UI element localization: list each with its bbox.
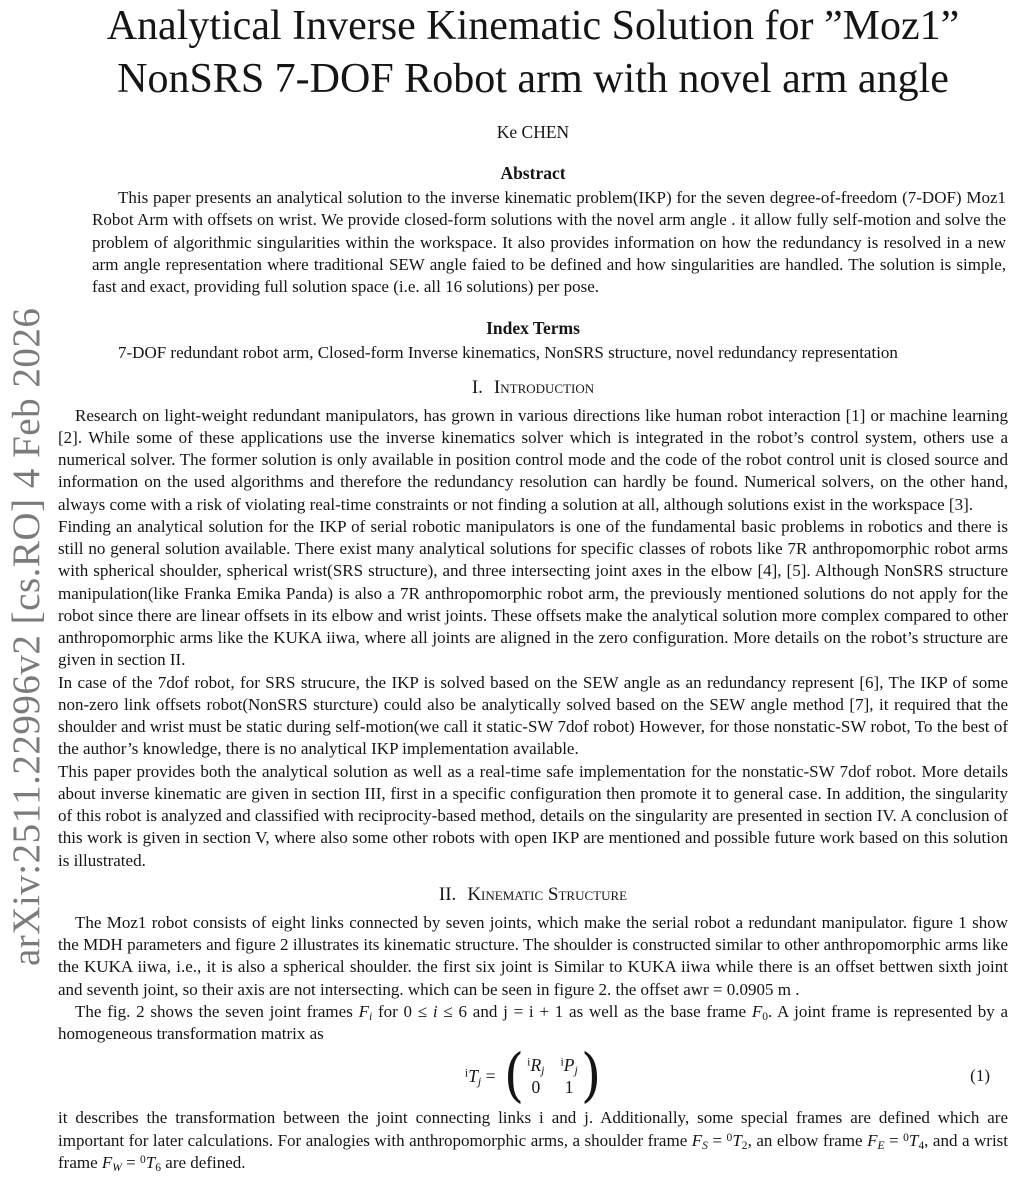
section-1-title: Introduction [493, 376, 595, 398]
index-terms-text: 7-DOF redundant robot arm, Closed-form Inverse kinematics, NonSRS structure, novel redundancy representation [118, 343, 898, 363]
paper-title-line2: NonSRS 7-DOF Robot arm with novel arm angle [117, 56, 949, 102]
kinematic-paragraph-1: The Moz1 robot consists of eight links connected by seven joints, which make the serial robot a redundant manipulator. figure 1 show the MDH parameters and figure 2 illustrates its kinematic structure. The shoulder is constructed similar to other anthropomorphic arms like the KUKA iiwa, i.e., it is also a spherical shoulder. the first six joint is Similar to KUKA iiwa while there is an offset bettwen sixth joint and seventh joint, so their axis are not intersecting. which can be seen in figure 2. the offset awr = 0.0905 m . [58, 912, 1008, 999]
open-paren: ( [503, 1042, 525, 1110]
equation-1 [58, 1042, 1008, 1110]
paper-title-line1: Analytical Inverse Kinematic Solution for ”Moz1” [106, 3, 960, 49]
intro-paragraph-2: Finding an analytical solution for the IKP of serial robotic manipulators is one of the fundamental basic problems in robotics and there is still no general solution available. There exist many analytical solutions for specific classes of robots like 7R anthropomorphic robot arms with spherical shoulder, spherical wrist(SRS structure), and three intersecting joint axes in the elbow [4], [5]. Although NonSRS structure manipulation(like Franka Emika Panda) is also a 7R anthropomorphic robot arm, the previously mentioned solutions do not apply for the robot since there are linear offsets in its elbow and wrist joints. These offsets make the analytical solution more complex compared to other anthropomorphic arms like the KUKA iiwa, where all joints are aligned in the zero configuration. More details on the robot’s structure are given in section II. [58, 516, 1008, 670]
section-2-heading [58, 883, 1008, 907]
section-1-heading [58, 376, 1008, 400]
equation-1-lhs: $^iT_j$ = [464, 1065, 500, 1088]
matrix-cell-11: 1 [564, 1076, 574, 1097]
abstract-block [92, 187, 1006, 298]
index-terms-heading: Index Terms [486, 318, 580, 339]
intro-paragraph-4: This paper provides both the analytical solution as well as a real-time safe implementation for the nonstatic-SW 7dof robot. More details about inverse kinematic are given in section III, first in a specific configuration then promote it to general case. In addition, the singularity of this robot is analyzed and classified with reciprocity-based method, details on the singularity are presented in section IV. A conclusion of this work is given in section V, where also some other robots with open IKP are mentioned and possible future work based on this solution is illustrated. [58, 761, 1008, 870]
intro-paragraph-1: Research on light-weight redundant manipulators, has grown in various directions like human robot interaction [1] or machine learning [2]. While some of these applications use the inverse kinematics solver which is integrated in the robot’s control system, others use a numerical solver. The former solution is only available in position control mode and the code of the robot control unit is closed source and information on the used algorithms and therefore the redundancy resolution can hardly be found. Numerical solvers, on the other hand, always come with a risk of violating real-time constraints or not finding a solution at all, although solutions exist in the workspace [3]. [58, 405, 1008, 514]
equation-1-matrix [527, 1055, 578, 1098]
equation-1-body [464, 1042, 602, 1110]
close-paren: ) [580, 1042, 602, 1110]
abstract-heading: Abstract [500, 163, 566, 183]
index-terms-block [92, 342, 1006, 364]
matrix-cell-00: $^iR_j$ [527, 1054, 545, 1077]
section-2-number: II. [438, 883, 457, 905]
arxiv-watermark: arXiv:2511.22996v2 [cs.RO] 4 Feb 2026 [5, 307, 48, 966]
paper-title [58, 0, 1008, 106]
kinematic-paragraph-2: The fig. 2 shows the seven joint frames $F_i$ for 0 ≤ i ≤ 6 and j = i + 1 as well as the base frame $F_0$. A joint frame is represented by a homogeneous transformation matrix as [58, 1001, 1009, 1043]
section-1-number: I. [471, 376, 483, 398]
kinematic-paragraph-3: it describes the transformation between the joint connecting links i and j. Additionally, some special frames are defined which are important for later calculations. For analogies with anthropomorphic arms, a shoulder frame $F_S = ^0T_2$, an elbow frame $F_E = ^0T_4$, and a wrist frame $F_W = ^0T_6$ are defined. [58, 1108, 1009, 1174]
matrix-cell-01: $^iP_j$ [560, 1054, 578, 1077]
matrix-cell-10: 0 [531, 1076, 541, 1097]
author-name: Ke CHEN [496, 122, 570, 142]
intro-paragraph-3: In case of the 7dof robot, for SRS strucure, the IKP is solved based on the SEW angle as an redundancy represent [6], The IKP of some non-zero link offsets robot(NonSRS sturcture) could also be analytically solved based on the SEW angle method [7], it required that the shoulder and wrist must be static during self-motion(we call it static-SW 7dof robot) However, for those nonstatic-SW robot, To the best of the author’s knowledge, there is no analytical IKP implementation available. [58, 672, 1008, 759]
section-2-title: Kinematic Structure [467, 883, 628, 905]
abstract-text: This paper presents an analytical solution to the inverse kinematic problem(IKP) for the seven degree-of-freedom (7-DOF) Moz1 Robot Arm with offsets on wrist. We provide closed-form solutions with the novel arm angle . it allow fully self-motion and solve the problem of algorithmic singularities within the workspace. It also provides information on how the redundancy is resolved in a new arm angle representation where traditional SEW angle faied to be defined and how singularities are handled. The solution is simple, fast and exact, providing full solution space (i.e. all 16 solutions) per pose. [92, 188, 1006, 296]
equation-1-number: (1) [970, 1066, 990, 1086]
